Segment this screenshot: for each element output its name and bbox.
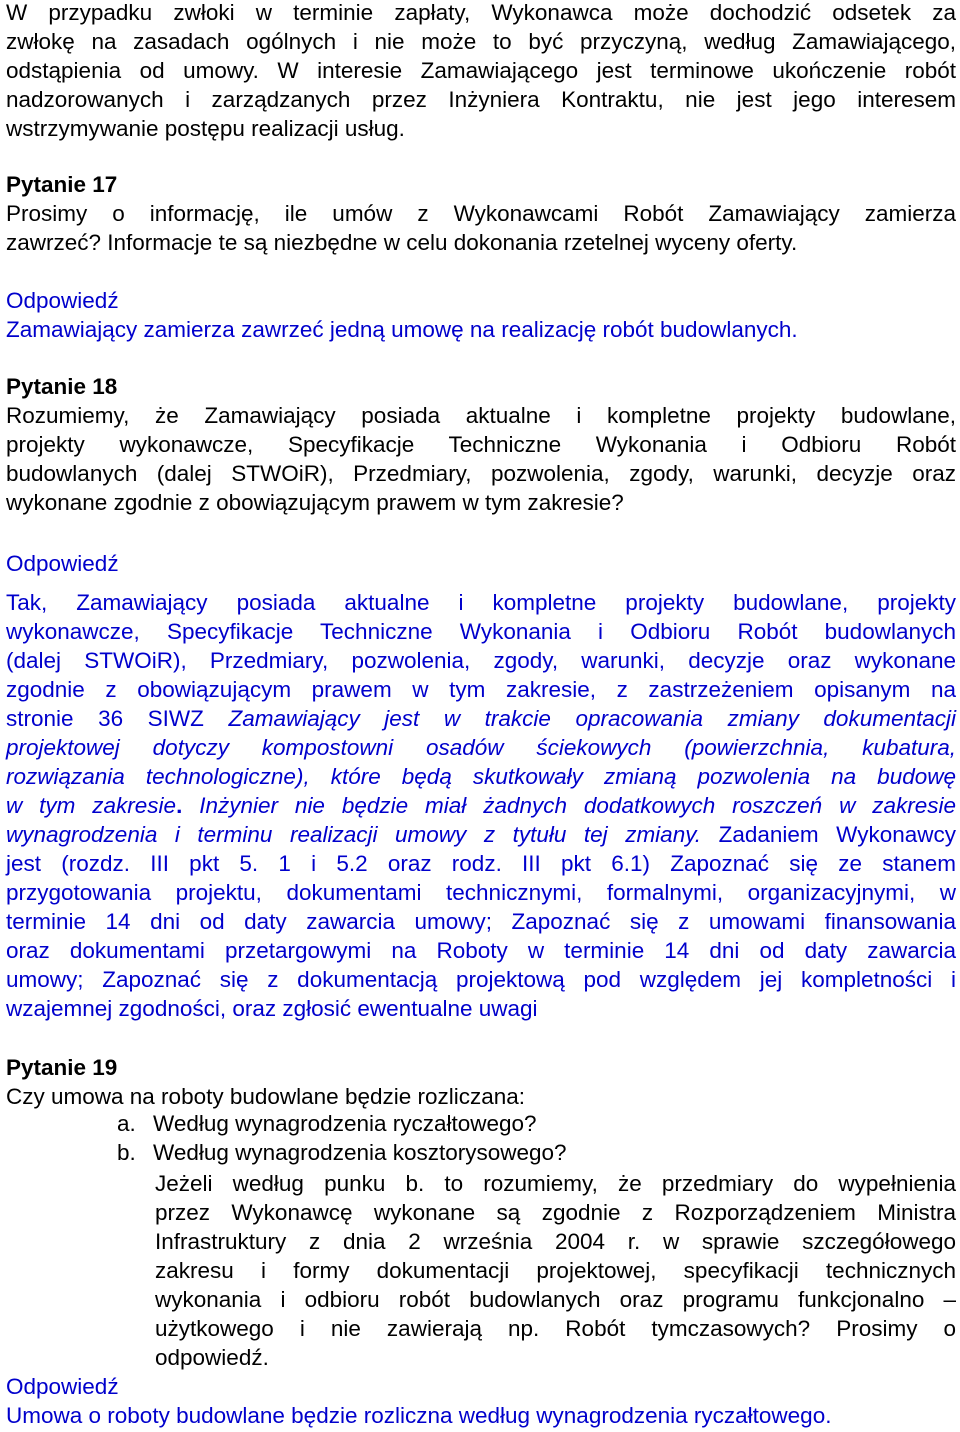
text-line: wykonania i odbioru robót budowlanych oraz programu funkcjonalno – [155,1287,956,1312]
answer-line [6,791,956,820]
question-18-heading: Pytanie 18 [6,374,118,399]
text-line: Prosimy o informację, ile umów z Wykonawcami Robót Zamawiający zamierza [6,201,956,226]
answer-19-text: Umowa o roboty budowlane będzie rozliczna według wynagrodzenia ryczałtowego. [6,1403,832,1428]
answer-line [6,936,956,965]
answer-line-segment: Tak, Zamawiający posiada aktualne i kompletne projekty budowlane, projekty [6,590,956,615]
text-line: wstrzymywanie postępu realizacji usług. [6,116,405,141]
intro-lines [6,0,956,143]
intro-paragraph [6,0,956,143]
question-17-heading: Pytanie 17 [6,172,118,197]
answer-line-segment: zgodnie z obowiązującym prawem w tym zakresie, z zastrzeżeniem opisanym na [6,677,956,702]
answer-line-segment: oraz dokumentami przetargowymi na Roboty w terminie 14 dni od daty zawarcia [6,938,956,963]
answer-line-segment: Zamawiający jest w trakcie opracowania zmiany dokumentacji [228,706,956,731]
text-line: odpowiedź. [155,1345,269,1370]
answer-line [6,965,956,994]
list-item [6,1140,956,1169]
list-marker: a. [117,1111,136,1136]
answer-line [6,588,956,617]
text-line: przez Wykonawcę wykonane są zgodnie z Rozporządzeniem Ministra [155,1200,956,1225]
answer-line [6,820,956,849]
answer-line [6,878,956,907]
text-line: zawrzeć? Informacje te są niezbędne w celu dokonania rzetelnej wyceny oferty. [6,230,798,255]
answer-line-segment: (dalej STWOiR), Przedmiary, pozwolenia, zgody, warunki, decyzje oraz wykonane [6,648,956,673]
text-line: Infrastruktury z dnia 2 września 2004 r. w sprawie szczegółowego [155,1229,956,1254]
answer-line-segment: w tym zakresie [6,793,177,818]
answer-18-heading: Odpowiedź [6,551,119,576]
answer-19-heading: Odpowiedź [6,1374,119,1399]
text-line: projekty wykonawcze, Specyfikacje Techniczne Wykonania i Odbioru Robót [6,432,956,457]
answer-line-segment: wykonawcze, Specyfikacje Techniczne Wykonania i Odbioru Robót budowlanych [6,619,956,644]
answer-line [6,617,956,646]
question-19-heading: Pytanie 19 [6,1055,118,1080]
answer-line-segment: rozwiązania technologiczne), które będą skutkowały zmianą pozwolenia na budowę [6,764,956,789]
answer-line-segment: wynagrodzenia i terminu realizacji umowy z tytułu tej zmiany. [6,822,702,847]
answer-line-segment: Zadaniem Wykonawcy [701,822,956,847]
question-19-followup-text [155,1169,956,1372]
question-19-intro: Czy umowa na roboty budowlane będzie rozliczana: [6,1084,526,1109]
question-18-text [6,401,956,517]
answer-line [6,849,956,878]
question-19-followup [155,1169,956,1372]
list-marker: b. [117,1140,136,1165]
answer-line-segment: stronie 36 SIWZ [6,706,229,731]
text-line: nadzorowanych i zarządzanych przez Inżyniera Kontraktu, nie jest jego interesem [6,87,956,112]
answer-line-segment: jest (rozdz. III pkt 5. 1 i 5.2 oraz rodz. III pkt 6.1) Zapoznać się ze stanem [6,851,956,876]
text-line: budowlanych (dalej STWOiR), Przedmiary, pozwolenia, zgody, warunki, decyzje oraz [6,461,956,486]
answer-line-segment: umowy; Zapoznać się z dokumentacją projektową pod względem jej kompletności i [6,967,956,992]
answer-line [6,733,956,762]
list-item [6,1111,956,1140]
text-line: zakresu i formy dokumentacji projektowej, specyfikacji technicznych [155,1258,956,1283]
answer-line [6,704,956,733]
answer-line [6,762,956,791]
list-text: Według wynagrodzenia kosztorysowego? [153,1140,567,1165]
answer-17-heading: Odpowiedź [6,288,119,313]
question-17 [6,170,956,257]
text-line: odstąpienia od umowy. W interesie Zamawiającego jest terminowe ukończenie robót [6,58,956,83]
answer-18-heading-block [6,549,956,578]
answer-line [6,994,956,1023]
text-line: W przypadku zwłoki w terminie zapłaty, Wykonawca może dochodzić odsetek za [6,0,956,25]
answer-18 [6,588,956,1023]
answer-line [6,675,956,704]
answer-19 [6,1372,956,1430]
answer-line [6,907,956,936]
answer-17-text: Zamawiający zamierza zawrzeć jedną umowę na realizację robót budowlanych. [6,317,798,342]
question-18 [6,372,956,517]
answer-line-segment: wzajemnej zgodności, oraz zgłosić ewentualne uwagi [6,996,538,1021]
text-line: zwłokę na zasadach ogólnych i nie może to być przyczyną, według Zamawiającego, [6,29,956,54]
answer-line-segment: projektowej dotyczy kompostowni osadów ściekowych (powierzchnia, kubatura, [6,735,956,760]
list-text: Według wynagrodzenia ryczałtowego? [153,1111,537,1136]
answer-line-segment: . [176,793,183,818]
answer-line-segment: przygotowania projektu, dokumentami technicznymi, formalnymi, organizacyjnymi, w [6,880,956,905]
answer-line-segment: terminie 14 dni od daty zawarcia umowy; Zapoznać się z umowami finansowania [6,909,956,934]
answer-line [6,646,956,675]
question-17-text [6,199,956,257]
answer-17 [6,286,956,344]
answer-18-text [6,588,956,1023]
question-19 [6,1053,956,1111]
text-line: Jeżeli według punku b. to rozumiemy, że przedmiary do wypełnienia [155,1171,956,1196]
text-line: wykonane zgodnie z obowiązującym prawem w tym zakresie? [6,490,624,515]
answer-line-segment: Inżynier nie będzie miał żadnych dodatkowych roszczeń w zakresie [182,793,956,818]
question-19-options [6,1111,956,1169]
text-line: Rozumiemy, że Zamawiający posiada aktualne i kompletne projekty budowlane, [6,403,956,428]
text-line: użytkowego i nie zawierają np. Robót tymczasowych? Prosimy o [155,1316,956,1341]
